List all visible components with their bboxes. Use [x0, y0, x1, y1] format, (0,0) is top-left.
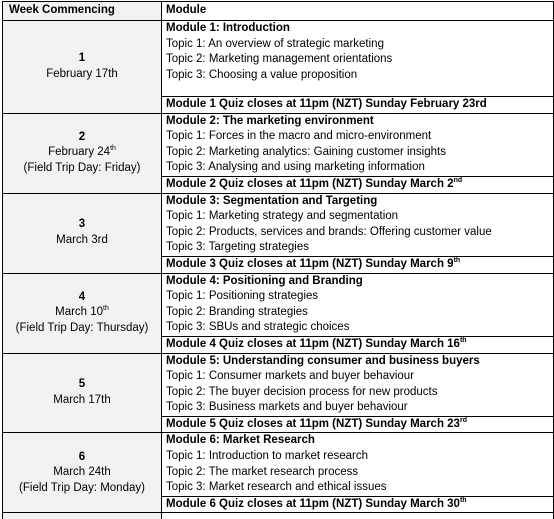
quiz-deadline-text: Module 5 Quiz closes at 11pm (NZT) Sunday March 23	[166, 417, 460, 430]
topic-item: Topic 1: Consumer markets and buyer behaviour	[166, 370, 415, 383]
field-trip-note: (Field Trip Day: Thursday)	[15, 321, 149, 334]
topic-item: Topic 2: Products, services and brands: Offering customer value	[166, 225, 492, 238]
week-cell	[3, 21, 162, 114]
week-row	[3, 21, 554, 97]
topic-item: Topic 3: Choosing a value proposition	[166, 68, 358, 81]
topic-item: Topic 1: Forces in the macro and micro-environment	[166, 130, 432, 143]
header-row	[3, 2, 554, 21]
module-title: Module 3: Segmentation and Targeting	[166, 194, 378, 207]
week-date	[3, 393, 161, 409]
quiz-deadline-text: Module 2 Quiz closes at 11pm (NZT) Sunday March 2	[166, 177, 454, 190]
week-cell	[3, 353, 162, 433]
topic-item: Topic 3: Market research and ethical issues	[166, 481, 387, 494]
quiz-deadline-text: Module 3 Quiz closes at 11pm (NZT) Sunday March 9	[166, 257, 454, 270]
week-date-ordinal: th	[110, 145, 116, 153]
topic-item: Topic 3: Business markets and buyer behaviour	[166, 401, 408, 414]
quiz-deadline	[162, 256, 554, 273]
week-cell	[3, 193, 162, 273]
topic-item: Topic 3: SBUs and strategic choices	[166, 321, 350, 334]
quiz-deadline-text: Module 6 Quiz closes at 11pm (NZT) Sunday March 30	[166, 497, 460, 510]
week-cell	[3, 113, 162, 193]
cut-off-row	[3, 513, 554, 519]
week-row	[3, 193, 554, 256]
topic-item: Topic 2: The buyer decision process for new products	[166, 385, 438, 398]
module-title: Module 6: Market Research	[166, 434, 315, 447]
topic-item: Topic 1: Introduction to market research	[166, 450, 368, 463]
module-cell	[162, 193, 554, 256]
quiz-deadline	[162, 336, 554, 353]
week-date	[3, 67, 161, 83]
topic-item: Topic 2: Marketing management orientations	[166, 53, 393, 66]
week-date	[3, 305, 161, 321]
module-cell	[162, 353, 554, 416]
schedule-table	[2, 1, 554, 519]
week-date	[3, 145, 161, 161]
topic-item: Topic 2: Branding strategies	[166, 305, 308, 318]
header-module: Module	[162, 2, 554, 21]
quiz-deadline-text: Module 4 Quiz closes at 11pm (NZT) Sunday March 16	[166, 337, 460, 350]
week-date-text: March 24th	[53, 466, 111, 479]
quiz-date-ordinal: th	[453, 257, 461, 265]
quiz-date-ordinal: nd	[453, 177, 463, 185]
header-week-commencing: Week Commencing	[3, 2, 162, 21]
week-row	[3, 353, 554, 416]
week-date-text: March 10	[55, 306, 104, 319]
quiz-date-ordinal: th	[459, 497, 467, 505]
week-date-text: February 17th	[46, 67, 118, 80]
week-date-text: March 3rd	[56, 234, 108, 247]
quiz-date-ordinal: rd	[459, 417, 467, 425]
week-date	[3, 465, 161, 481]
quiz-deadline-text: Module 1 Quiz closes at 11pm (NZT) Sunday February 23rd	[166, 98, 487, 110]
week-cell	[3, 433, 162, 513]
topic-item: Topic 1: An overview of strategic marketing	[166, 37, 384, 50]
quiz-deadline	[162, 97, 554, 114]
cut-off-week-cell	[3, 513, 162, 519]
week-number: 3	[78, 218, 86, 231]
module-title: Module 5: Understanding consumer and business buyers	[166, 354, 480, 367]
week-date-text: February 24	[48, 146, 111, 159]
topic-item: Topic 2: The market research process	[166, 465, 359, 478]
module-title: Module 1: Introduction	[166, 22, 290, 34]
week-number: 5	[78, 378, 86, 391]
module-title: Module 4: Positioning and Branding	[166, 274, 363, 287]
module-cell	[162, 433, 554, 496]
cut-off-module-cell	[162, 513, 554, 519]
module-cell	[162, 21, 554, 97]
quiz-deadline	[162, 416, 554, 433]
field-trip-note: (Field Trip Day: Monday)	[19, 481, 145, 494]
topic-item: Topic 2: Marketing analytics: Gaining customer insights	[166, 145, 446, 158]
module-cell	[162, 273, 554, 336]
week-number: 4	[78, 290, 86, 303]
week-number: 2	[78, 130, 86, 143]
week-date	[3, 233, 161, 249]
week-row	[3, 433, 554, 496]
topic-item: Topic 3: Analysing and using marketing information	[166, 161, 425, 174]
week-date-text: March 17th	[53, 393, 111, 406]
week-number: 6	[78, 450, 86, 463]
quiz-date-ordinal: th	[459, 337, 467, 345]
topic-item: Topic 1: Positioning strategies	[166, 290, 319, 303]
week-row	[3, 273, 554, 336]
module-cell	[162, 113, 554, 176]
week-cell	[3, 273, 162, 353]
quiz-deadline	[162, 496, 554, 513]
module-title: Module 2: The marketing environment	[166, 114, 374, 127]
quiz-deadline	[162, 176, 554, 193]
week-row	[3, 113, 554, 176]
field-trip-note: (Field Trip Day: Friday)	[23, 161, 141, 174]
topic-item: Topic 3: Targeting strategies	[166, 241, 309, 254]
week-number: 1	[78, 52, 86, 65]
topic-item: Topic 1: Marketing strategy and segmentation	[166, 210, 399, 223]
week-date-ordinal: th	[103, 305, 109, 313]
